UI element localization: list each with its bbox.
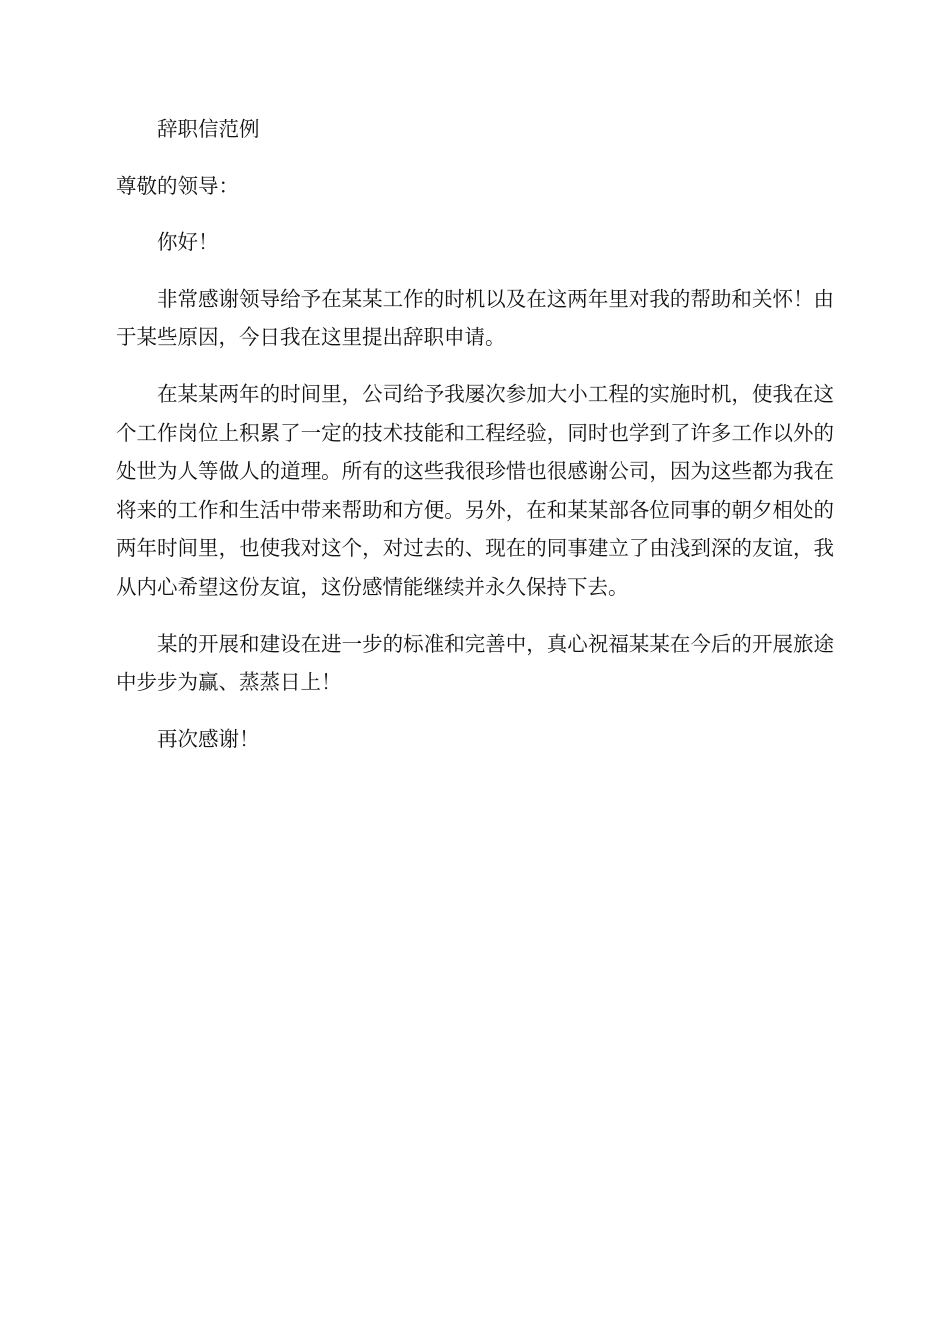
letter-page [116, 110, 834, 776]
greeting: 你好！ [157, 230, 219, 255]
closing: 再次感谢！ [157, 726, 260, 751]
letter-title: 辞职信范例 [157, 117, 260, 141]
body-paragraph-experience: 在某某两年的时间里，公司给予我屡次参加大小工程的实施时机，使我在这个工作岗位上积累了一定的技术技能和工程经验，同时也学到了许多工作以外的处世为人等做人的道理。所有的这些我很珍惜也很感谢公司，因为这些都为我在将来的工作和生活中带来帮助和方便。另外，在和某某部各位同事的朝夕相处的两年时间里，也使我对这个，对过去的、现在的同事建立了由浅到深的友谊，我从内心希望这份友谊，这份感情能继续并永久保持下去。 [116, 381, 834, 599]
salutation: 尊敬的领导： [116, 173, 239, 198]
body-paragraph-wishes: 某的开展和建设在进一步的标准和完善中，真心祝福某某在今后的开展旅途中步步为赢、蒸蒸日上！ [116, 631, 834, 695]
body-paragraph-thanks: 非常感谢领导给予在某某工作的时机以及在这两年里对我的帮助和关怀！由于某些原因，今日我在这里提出辞职申请。 [116, 286, 834, 350]
